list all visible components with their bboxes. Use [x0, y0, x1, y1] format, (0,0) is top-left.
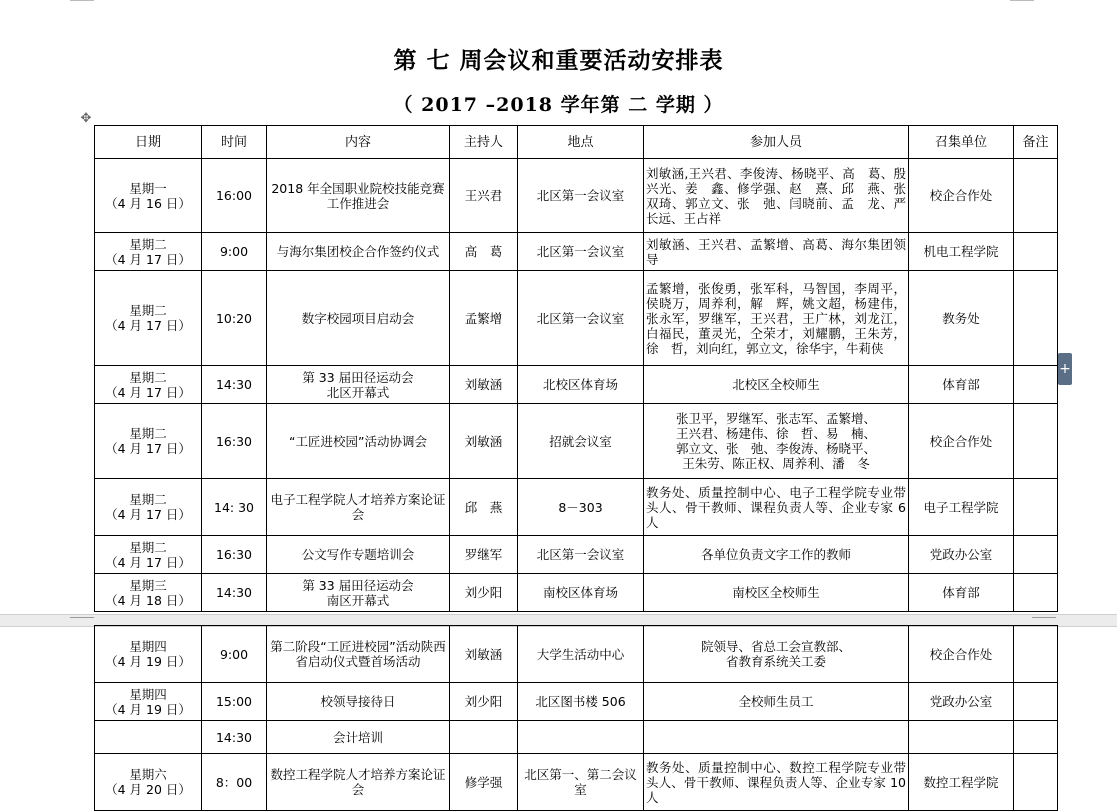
location-cell: 北区第一、第二会议室: [518, 754, 644, 811]
host-cell: 刘敏涵: [450, 626, 518, 683]
host-cell: [450, 721, 518, 754]
header-host: 主持人: [450, 126, 518, 159]
content-cell: 第 33 届田径运动会 南区开幕式: [267, 574, 450, 612]
location-cell: 北区图书楼 506: [518, 683, 644, 721]
time-cell: 15:00: [202, 683, 267, 721]
host-cell: 刘敏涵: [450, 366, 518, 404]
organizer-cell: 机电工程学院: [909, 233, 1014, 271]
location-cell: 大学生活动中心: [518, 626, 644, 683]
time-cell: 14: 30: [202, 479, 267, 536]
content-cell: 公文写作专题培训会: [267, 536, 450, 574]
participants-cell: 教务处、质量控制中心、电子工程学院专业带头人、骨干教师、课程负责人等、企业专家 6 人: [644, 479, 909, 536]
note-cell: [1014, 271, 1058, 366]
content-cell: 第二阶段“工匠进校园”活动陕西省启动仪式暨首场活动: [267, 626, 450, 683]
header-date: 日期: [95, 126, 202, 159]
date-cell: 星期四 （4 月 19 日）: [95, 626, 202, 683]
page-corner-mark: [70, 0, 94, 1]
organizer-cell: 体育部: [909, 366, 1014, 404]
participants-cell: 张卫平，罗继军、张志军、孟繁增、 王兴君、杨建伟、徐 哲、易 楠、 郭立文、张 弛、李俊涛、杨晓平、 王朱劳、陈正权、周养利、潘 冬: [644, 404, 909, 479]
time-cell: 16:30: [202, 404, 267, 479]
date-cell: 星期二 （4 月 17 日）: [95, 536, 202, 574]
date-cell: 星期四 （4 月 19 日）: [95, 683, 202, 721]
schedule-table-continued: [94, 625, 1058, 811]
time-cell: 16:30: [202, 536, 267, 574]
note-cell: [1014, 754, 1058, 811]
location-cell: 北区第一会议室: [518, 159, 644, 233]
table-row: [95, 683, 1058, 721]
time-cell: 16:00: [202, 159, 267, 233]
table-row: [95, 754, 1058, 811]
note-cell: [1014, 721, 1058, 754]
document-subtitle: （ 2017 –2018 学年第 二 学期 ）: [393, 94, 724, 116]
location-cell: 南校区体育场: [518, 574, 644, 612]
time-cell: 9:00: [202, 233, 267, 271]
table-row: [95, 159, 1058, 233]
host-cell: 刘敏涵: [450, 404, 518, 479]
organizer-cell: 校企合作处: [909, 159, 1014, 233]
table-row: [95, 536, 1058, 574]
organizer-cell: 党政办公室: [909, 683, 1014, 721]
host-cell: 孟繁增: [450, 271, 518, 366]
participants-cell: 南校区全校师生: [644, 574, 909, 612]
participants-cell: 孟繁增，张俊勇，张军科，马智国，李周平，侯晓万，周养利，解 辉，姚文超，杨建伟，张永军，罗继军，王兴君，王广林，刘龙江，白福民，董灵光，仝荣才，刘耀鹏，王朱芳，徐 哲，刘向红，郭立文，徐华宇，牛莉侠: [644, 271, 909, 366]
location-cell: 北区第一会议室: [518, 271, 644, 366]
schedule-table: [94, 125, 1058, 612]
date-cell: 星期六 （4 月 20 日）: [95, 754, 202, 811]
header-location: 地点: [518, 126, 644, 159]
note-cell: [1014, 233, 1058, 271]
participants-cell: [644, 721, 909, 754]
note-cell: [1014, 366, 1058, 404]
location-cell: 北区第一会议室: [518, 536, 644, 574]
header-time: 时间: [202, 126, 267, 159]
host-cell: 高 葛: [450, 233, 518, 271]
table-header-row: [95, 126, 1058, 159]
table-row: [95, 404, 1058, 479]
table-row: [95, 271, 1058, 366]
organizer-cell: 数控工程学院: [909, 754, 1014, 811]
participants-cell: 全校师生员工: [644, 683, 909, 721]
date-cell: 星期二 （4 月 17 日）: [95, 271, 202, 366]
date-cell: 星期二 （4 月 17 日）: [95, 366, 202, 404]
content-cell: 数控工程学院人才培养方案论证会: [267, 754, 450, 811]
organizer-cell: [909, 721, 1014, 754]
time-cell: 9:00: [202, 626, 267, 683]
table-row: [95, 479, 1058, 536]
date-cell: 星期三 （4 月 18 日）: [95, 574, 202, 612]
host-cell: 刘少阳: [450, 574, 518, 612]
header-content: 内容: [267, 126, 450, 159]
plus-icon[interactable]: +: [1058, 353, 1072, 385]
time-cell: 10:20: [202, 271, 267, 366]
move-arrows-icon[interactable]: ✥: [80, 111, 92, 126]
host-cell: 王兴君: [450, 159, 518, 233]
note-cell: [1014, 536, 1058, 574]
location-cell: 8－303: [518, 479, 644, 536]
note-cell: [1014, 574, 1058, 612]
time-cell: 14:30: [202, 721, 267, 754]
organizer-cell: 党政办公室: [909, 536, 1014, 574]
date-cell: [95, 721, 202, 754]
participants-cell: 刘敏涵、王兴君、孟繁增、高葛、海尔集团领导: [644, 233, 909, 271]
note-cell: [1014, 683, 1058, 721]
date-cell: 星期二 （4 月 17 日）: [95, 479, 202, 536]
participants-cell: 北校区全校师生: [644, 366, 909, 404]
content-cell: “工匠进校园”活动协调会: [267, 404, 450, 479]
date-cell: 星期二 （4 月 17 日）: [95, 404, 202, 479]
organizer-cell: 体育部: [909, 574, 1014, 612]
participants-cell: 各单位负责文字工作的教师: [644, 536, 909, 574]
document-title: 第 七 周会议和重要活动安排表: [393, 47, 724, 74]
date-cell: 星期一 （4 月 16 日）: [95, 159, 202, 233]
time-cell: 14:30: [202, 574, 267, 612]
participants-cell: 教务处、质量控制中心、数控工程学院专业带头人、骨干教师、课程负责人等、企业专家 10 人: [644, 754, 909, 811]
participants-cell: 刘敏涵,王兴君、李俊涛、杨晓平、高 葛、殷兴光、姜 鑫、修学强、赵 熹、邱 燕、张双琦、郭立文、张 弛、闫晓前、孟 龙、严长远、王占祥: [644, 159, 909, 233]
content-cell: 与海尔集团校企合作签约仪式: [267, 233, 450, 271]
host-cell: 邱 燕: [450, 479, 518, 536]
header-organizer: 召集单位: [909, 126, 1014, 159]
content-cell: 电子工程学院人才培养方案论证会: [267, 479, 450, 536]
note-cell: [1014, 159, 1058, 233]
table-row: [95, 233, 1058, 271]
organizer-cell: 校企合作处: [909, 404, 1014, 479]
content-cell: 第 33 届田径运动会 北区开幕式: [267, 366, 450, 404]
organizer-cell: 电子工程学院: [909, 479, 1014, 536]
table-row: [95, 366, 1058, 404]
table-row: [95, 721, 1058, 754]
host-cell: 刘少阳: [450, 683, 518, 721]
content-cell: 会计培训: [267, 721, 450, 754]
host-cell: 罗继军: [450, 536, 518, 574]
table-row: [95, 574, 1058, 612]
location-cell: 北区第一会议室: [518, 233, 644, 271]
note-cell: [1014, 404, 1058, 479]
page-corner-mark: [1010, 0, 1034, 1]
participants-cell: 院领导、省总工会宣教部、 省教育系统关工委: [644, 626, 909, 683]
table-row: [95, 626, 1058, 683]
time-cell: 14:30: [202, 366, 267, 404]
location-cell: 招就会议室: [518, 404, 644, 479]
content-cell: 校领导接待日: [267, 683, 450, 721]
location-cell: 北校区体育场: [518, 366, 644, 404]
content-cell: 数字校园项目启动会: [267, 271, 450, 366]
location-cell: [518, 721, 644, 754]
header-note: 备注: [1014, 126, 1058, 159]
time-cell: 8：00: [202, 754, 267, 811]
organizer-cell: 校企合作处: [909, 626, 1014, 683]
note-cell: [1014, 479, 1058, 536]
organizer-cell: 教务处: [909, 271, 1014, 366]
date-cell: 星期二 （4 月 17 日）: [95, 233, 202, 271]
note-cell: [1014, 626, 1058, 683]
host-cell: 修学强: [450, 754, 518, 811]
header-participants: 参加人员: [644, 126, 909, 159]
content-cell: 2018 年全国职业院校技能竞赛工作推进会: [267, 159, 450, 233]
